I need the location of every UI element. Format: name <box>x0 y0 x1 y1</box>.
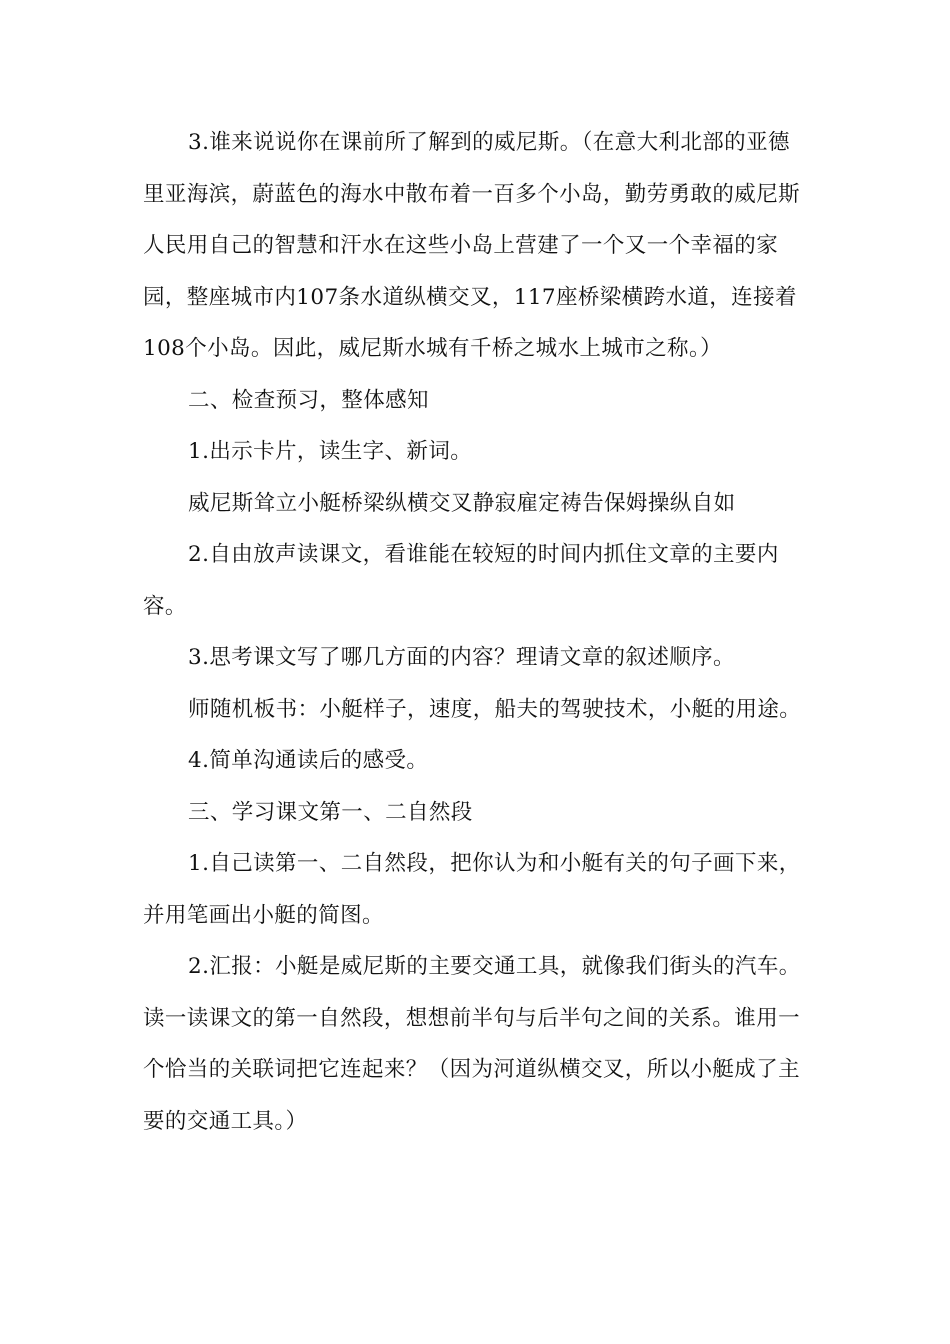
paragraph-blackboard-notes: 师随机板书：小艇样子，速度，船夫的驾驶技术，小艇的用途。 <box>188 696 802 722</box>
paragraph-venice-intro: 3.谁来说说你在课前所了解到的威尼斯。（在意大利北部的亚德里亚海滨，蔚蓝色的海水中散布着一百多个小岛，勤劳勇敢的威尼斯人民用自己的智慧和汗水在这些小岛上营建了一个又一个幸福的家园，整座城市内107条水道纵横交叉，117座桥梁横跨水道，连接着108个小岛。因此，威尼斯水城有千桥之城水上城市之称。） <box>143 130 801 361</box>
section-heading-preview-check: 二、检查预习，整体感知 <box>188 387 429 413</box>
paragraph-report: 2.汇报：小艇是威尼斯的主要交通工具，就像我们街头的汽车。读一读课文的第一自然段，想想前半句与后半句之间的关系。谁用一个恰当的关联词把它连起来？（因为河道纵横交叉，所以小艇成了主要的交通工具。） <box>143 954 801 1134</box>
paragraph-share-feelings: 4.简单沟通读后的感受。 <box>188 748 429 773</box>
paragraph-self-reading: 1.自己读第一、二自然段，把你认为和小艇有关的句子画下来，并用笔画出小艇的简图。 <box>143 851 801 928</box>
paragraph-think-content: 3.思考课文写了哪几方面的内容？理请文章的叙述顺序。 <box>188 645 735 670</box>
paragraph-show-cards: 1.出示卡片，读生字、新词。 <box>188 439 473 464</box>
section-heading-study-paragraphs: 三、学习课文第一、二自然段 <box>188 799 473 825</box>
paragraph-vocabulary: 威尼斯耸立小艇桥梁纵横交叉静寂雇定祷告保姆操纵自如 <box>188 490 736 516</box>
document-body <box>143 117 808 1147</box>
paragraph-free-reading: 2.自由放声读课文，看谁能在较短的时间内抓住文章的主要内容。 <box>143 542 779 619</box>
